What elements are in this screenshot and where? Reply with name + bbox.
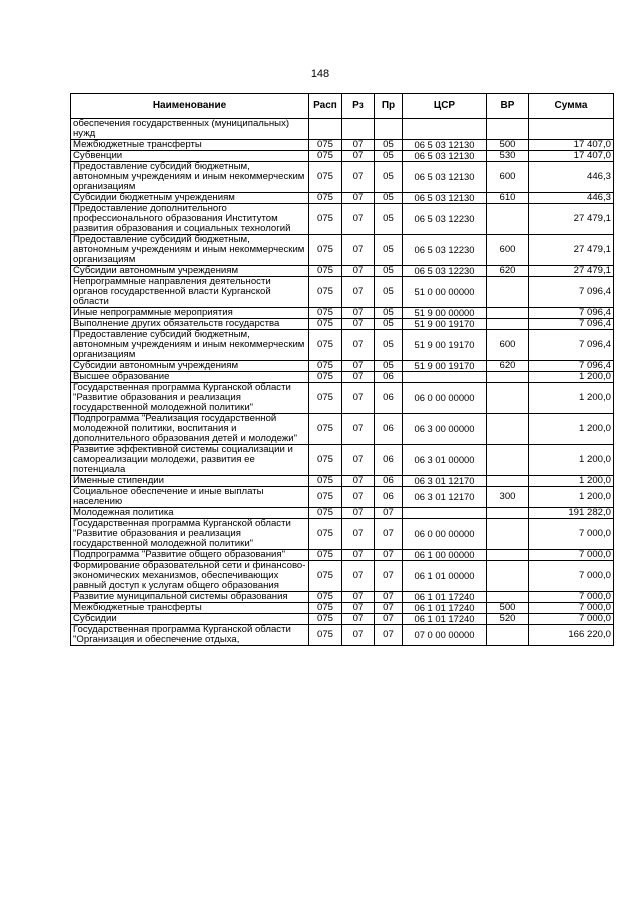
cell-name: Предоставление субсидий бюджетным, автономным учреждениям и иным некоммерческим организациям (71, 330, 309, 361)
cell-csr: 06 0 00 00000 (403, 519, 487, 550)
page-number: 148 (310, 68, 330, 80)
cell-rasp: 075 (309, 476, 342, 487)
cell-vr (487, 204, 529, 235)
cell-rz: 07 (342, 162, 375, 193)
cell-rasp: 075 (309, 508, 342, 519)
cell-rasp: 075 (309, 204, 342, 235)
table-row (71, 372, 614, 383)
cell-vr (487, 550, 529, 561)
cell-rz: 07 (342, 193, 375, 204)
cell-sum: 1 200,0 (529, 487, 614, 508)
cell-name: Предоставление субсидий бюджетным, автономным учреждениям и иным некоммерческим организациям (71, 235, 309, 266)
cell-rz: 07 (342, 204, 375, 235)
cell-sum (529, 119, 614, 140)
table-row (71, 625, 614, 646)
cell-rasp: 075 (309, 361, 342, 372)
cell-csr: 06 1 01 17240 (403, 592, 487, 603)
cell-sum: 7 000,0 (529, 592, 614, 603)
cell-vr (487, 119, 529, 140)
cell-rz: 07 (342, 383, 375, 414)
header-rasp: Расп (309, 94, 342, 119)
cell-vr: 600 (487, 330, 529, 361)
cell-name: Подпрограмма "Реализация государственной молодежной политики, воспитания и дополнительного образования детей и молодежи" (71, 414, 309, 445)
table-row (71, 119, 614, 140)
budget-table (70, 93, 614, 646)
cell-pr: 05 (375, 330, 403, 361)
cell-rasp: 075 (309, 235, 342, 266)
cell-pr: 07 (375, 508, 403, 519)
cell-name: Развитие муниципальной системы образования (71, 592, 309, 603)
cell-rz: 07 (342, 614, 375, 625)
cell-sum: 7 000,0 (529, 550, 614, 561)
table-row (71, 592, 614, 603)
table-row (71, 319, 614, 330)
table-row (71, 235, 614, 266)
cell-pr: 07 (375, 625, 403, 646)
cell-pr: 07 (375, 603, 403, 614)
cell-pr: 07 (375, 550, 403, 561)
cell-pr: 07 (375, 592, 403, 603)
cell-sum: 7 096,4 (529, 330, 614, 361)
cell-vr: 520 (487, 614, 529, 625)
table-row (71, 508, 614, 519)
table-row (71, 151, 614, 162)
cell-sum: 17 407,0 (529, 151, 614, 162)
cell-sum: 1 200,0 (529, 383, 614, 414)
cell-rz: 07 (342, 330, 375, 361)
cell-rasp: 075 (309, 445, 342, 476)
cell-rasp: 075 (309, 592, 342, 603)
cell-csr: 06 5 03 12230 (403, 235, 487, 266)
cell-name: Иные непрограммные мероприятия (71, 308, 309, 319)
cell-rz: 07 (342, 266, 375, 277)
cell-sum: 7 096,4 (529, 308, 614, 319)
cell-rasp: 075 (309, 308, 342, 319)
table-row (71, 277, 614, 308)
cell-rasp: 075 (309, 614, 342, 625)
cell-vr: 610 (487, 193, 529, 204)
cell-sum: 27 479,1 (529, 204, 614, 235)
cell-pr: 07 (375, 614, 403, 625)
cell-vr (487, 277, 529, 308)
cell-pr: 05 (375, 361, 403, 372)
cell-csr: 06 5 03 12230 (403, 204, 487, 235)
cell-rasp: 075 (309, 625, 342, 646)
cell-csr: 06 5 03 12130 (403, 162, 487, 193)
cell-sum: 1 200,0 (529, 476, 614, 487)
cell-csr: 06 0 00 00000 (403, 383, 487, 414)
cell-vr (487, 319, 529, 330)
cell-name: Государственная программа Курганской области "Организация и обеспечение отдыха, (71, 625, 309, 646)
cell-csr: 51 9 00 19170 (403, 330, 487, 361)
cell-name: Субвенции (71, 151, 309, 162)
cell-rz: 07 (342, 308, 375, 319)
cell-pr: 05 (375, 308, 403, 319)
cell-rasp (309, 119, 342, 140)
cell-csr: 06 1 01 17240 (403, 603, 487, 614)
cell-rz: 07 (342, 151, 375, 162)
cell-rz: 07 (342, 561, 375, 592)
cell-sum: 7 000,0 (529, 561, 614, 592)
cell-pr: 07 (375, 561, 403, 592)
cell-pr: 05 (375, 193, 403, 204)
cell-pr: 05 (375, 162, 403, 193)
cell-csr: 06 3 01 00000 (403, 445, 487, 476)
table-row (71, 414, 614, 445)
cell-csr: 06 3 01 12170 (403, 487, 487, 508)
cell-name: Именные стипендии (71, 476, 309, 487)
table-row (71, 445, 614, 476)
cell-rasp: 075 (309, 372, 342, 383)
cell-vr: 530 (487, 151, 529, 162)
cell-rz: 07 (342, 372, 375, 383)
cell-name: Субсидии бюджетным учреждениям (71, 193, 309, 204)
cell-sum: 27 479,1 (529, 266, 614, 277)
cell-rasp: 075 (309, 487, 342, 508)
cell-vr: 600 (487, 162, 529, 193)
table-header-row (71, 94, 614, 119)
cell-pr: 06 (375, 414, 403, 445)
header-rz: Рз (342, 94, 375, 119)
cell-vr (487, 445, 529, 476)
cell-rasp: 075 (309, 383, 342, 414)
cell-vr: 300 (487, 487, 529, 508)
table-row (71, 266, 614, 277)
cell-sum: 7 000,0 (529, 603, 614, 614)
table-row (71, 162, 614, 193)
cell-rasp: 075 (309, 193, 342, 204)
cell-rz: 07 (342, 445, 375, 476)
cell-sum: 27 479,1 (529, 235, 614, 266)
cell-sum: 166 220,0 (529, 625, 614, 646)
table-row (71, 550, 614, 561)
cell-vr (487, 414, 529, 445)
cell-rz: 07 (342, 319, 375, 330)
cell-pr: 06 (375, 383, 403, 414)
cell-name: Социальное обеспечение и иные выплаты населению (71, 487, 309, 508)
cell-pr: 05 (375, 235, 403, 266)
cell-sum: 7 000,0 (529, 519, 614, 550)
header-name: Наименование (71, 94, 309, 119)
cell-vr (487, 372, 529, 383)
cell-csr: 06 3 01 12170 (403, 476, 487, 487)
header-sum: Сумма (529, 94, 614, 119)
cell-sum: 446,3 (529, 193, 614, 204)
cell-name: Высшее образование (71, 372, 309, 383)
cell-csr: 51 9 00 19170 (403, 319, 487, 330)
cell-name: Межбюджетные трансферты (71, 603, 309, 614)
cell-csr: 06 1 00 00000 (403, 550, 487, 561)
cell-csr: 06 5 03 12230 (403, 266, 487, 277)
cell-vr: 500 (487, 140, 529, 151)
cell-pr: 06 (375, 445, 403, 476)
cell-rasp: 075 (309, 151, 342, 162)
cell-rz: 07 (342, 277, 375, 308)
cell-vr (487, 519, 529, 550)
cell-pr: 05 (375, 319, 403, 330)
cell-csr: 06 5 03 12130 (403, 151, 487, 162)
cell-vr (487, 561, 529, 592)
cell-csr: 06 5 03 12130 (403, 140, 487, 151)
cell-pr: 06 (375, 487, 403, 508)
cell-name: Формирование образовательной сети и финансово-экономических механизмов, обеспечивающих равный доступ к услугам общего образования (71, 561, 309, 592)
cell-rasp: 075 (309, 550, 342, 561)
cell-vr (487, 383, 529, 414)
cell-name: Развитие эффективной системы социализации и самореализации молодежи, развития ее потенциала (71, 445, 309, 476)
cell-pr: 05 (375, 266, 403, 277)
cell-name: Предоставление субсидий бюджетным, автономным учреждениям и иным некоммерческим организациям (71, 162, 309, 193)
cell-rasp: 075 (309, 414, 342, 445)
cell-csr (403, 508, 487, 519)
table-row (71, 361, 614, 372)
table-row (71, 308, 614, 319)
cell-pr: 07 (375, 519, 403, 550)
cell-csr: 51 9 00 00000 (403, 308, 487, 319)
cell-name: Выполнение других обязательств государства (71, 319, 309, 330)
table-row (71, 193, 614, 204)
cell-rz: 07 (342, 519, 375, 550)
cell-vr: 620 (487, 361, 529, 372)
cell-csr: 06 3 00 00000 (403, 414, 487, 445)
cell-sum: 446,3 (529, 162, 614, 193)
cell-rz (342, 119, 375, 140)
cell-rasp: 075 (309, 277, 342, 308)
cell-vr (487, 625, 529, 646)
cell-name: Государственная программа Курганской области "Развитие образования и реализация государственной молодежной политики" (71, 519, 309, 550)
cell-csr: 07 0 00 00000 (403, 625, 487, 646)
cell-rasp: 075 (309, 266, 342, 277)
cell-rz: 07 (342, 603, 375, 614)
cell-rz: 07 (342, 361, 375, 372)
header-csr: ЦСР (403, 94, 487, 119)
cell-sum: 191 282,0 (529, 508, 614, 519)
cell-pr: 06 (375, 476, 403, 487)
cell-pr: 05 (375, 140, 403, 151)
cell-pr: 05 (375, 151, 403, 162)
cell-rasp: 075 (309, 603, 342, 614)
cell-csr: 06 5 03 12130 (403, 193, 487, 204)
cell-sum: 17 407,0 (529, 140, 614, 151)
cell-pr: 05 (375, 204, 403, 235)
table-row (71, 561, 614, 592)
cell-sum: 7 096,4 (529, 361, 614, 372)
cell-rz: 07 (342, 476, 375, 487)
cell-name: Подпрограмма "Развитие общего образования" (71, 550, 309, 561)
table-row (71, 487, 614, 508)
cell-sum: 1 200,0 (529, 414, 614, 445)
cell-rasp: 075 (309, 561, 342, 592)
cell-sum: 1 200,0 (529, 445, 614, 476)
cell-name: Субсидии автономным учреждениям (71, 361, 309, 372)
cell-name: Предоставление дополнительного профессионального образования Институтом развития образования и социальных технологий (71, 204, 309, 235)
cell-rasp: 075 (309, 140, 342, 151)
header-pr: Пр (375, 94, 403, 119)
cell-rz: 07 (342, 487, 375, 508)
cell-csr: 51 9 00 19170 (403, 361, 487, 372)
cell-rasp: 075 (309, 319, 342, 330)
table-row (71, 383, 614, 414)
cell-pr: 05 (375, 277, 403, 308)
cell-name: Непрограммные направления деятельности органов государственной власти Курганской области (71, 277, 309, 308)
cell-vr: 620 (487, 266, 529, 277)
cell-rz: 07 (342, 414, 375, 445)
table-row (71, 330, 614, 361)
table-row (71, 614, 614, 625)
cell-vr (487, 508, 529, 519)
cell-csr: 06 1 01 17240 (403, 614, 487, 625)
cell-rz: 07 (342, 235, 375, 266)
cell-name: Субсидии автономным учреждениям (71, 266, 309, 277)
cell-vr: 500 (487, 603, 529, 614)
cell-name: Молодежная политика (71, 508, 309, 519)
cell-sum: 1 200,0 (529, 372, 614, 383)
cell-rz: 07 (342, 140, 375, 151)
cell-vr: 600 (487, 235, 529, 266)
cell-name: Субсидии (71, 614, 309, 625)
cell-csr: 51 0 00 00000 (403, 277, 487, 308)
cell-rasp: 075 (309, 162, 342, 193)
cell-rz: 07 (342, 625, 375, 646)
cell-sum: 7 096,4 (529, 319, 614, 330)
cell-csr (403, 372, 487, 383)
cell-vr (487, 308, 529, 319)
table-row (71, 204, 614, 235)
cell-pr (375, 119, 403, 140)
cell-rz: 07 (342, 550, 375, 561)
cell-pr: 06 (375, 372, 403, 383)
cell-vr (487, 592, 529, 603)
cell-rz: 07 (342, 508, 375, 519)
table-row (71, 519, 614, 550)
table-row (71, 476, 614, 487)
cell-vr (487, 476, 529, 487)
header-vr: ВР (487, 94, 529, 119)
table-row (71, 603, 614, 614)
cell-csr (403, 119, 487, 140)
cell-sum: 7 000,0 (529, 614, 614, 625)
cell-csr: 06 1 01 00000 (403, 561, 487, 592)
cell-rasp: 075 (309, 519, 342, 550)
cell-name: Государственная программа Курганской области "Развитие образования и реализация государственной молодежной политики" (71, 383, 309, 414)
cell-rasp: 075 (309, 330, 342, 361)
cell-rz: 07 (342, 592, 375, 603)
cell-name: Межбюджетные трансферты (71, 140, 309, 151)
table-row (71, 140, 614, 151)
cell-name: обеспечения государственных (муниципальных) нужд (71, 119, 309, 140)
cell-sum: 7 096,4 (529, 277, 614, 308)
